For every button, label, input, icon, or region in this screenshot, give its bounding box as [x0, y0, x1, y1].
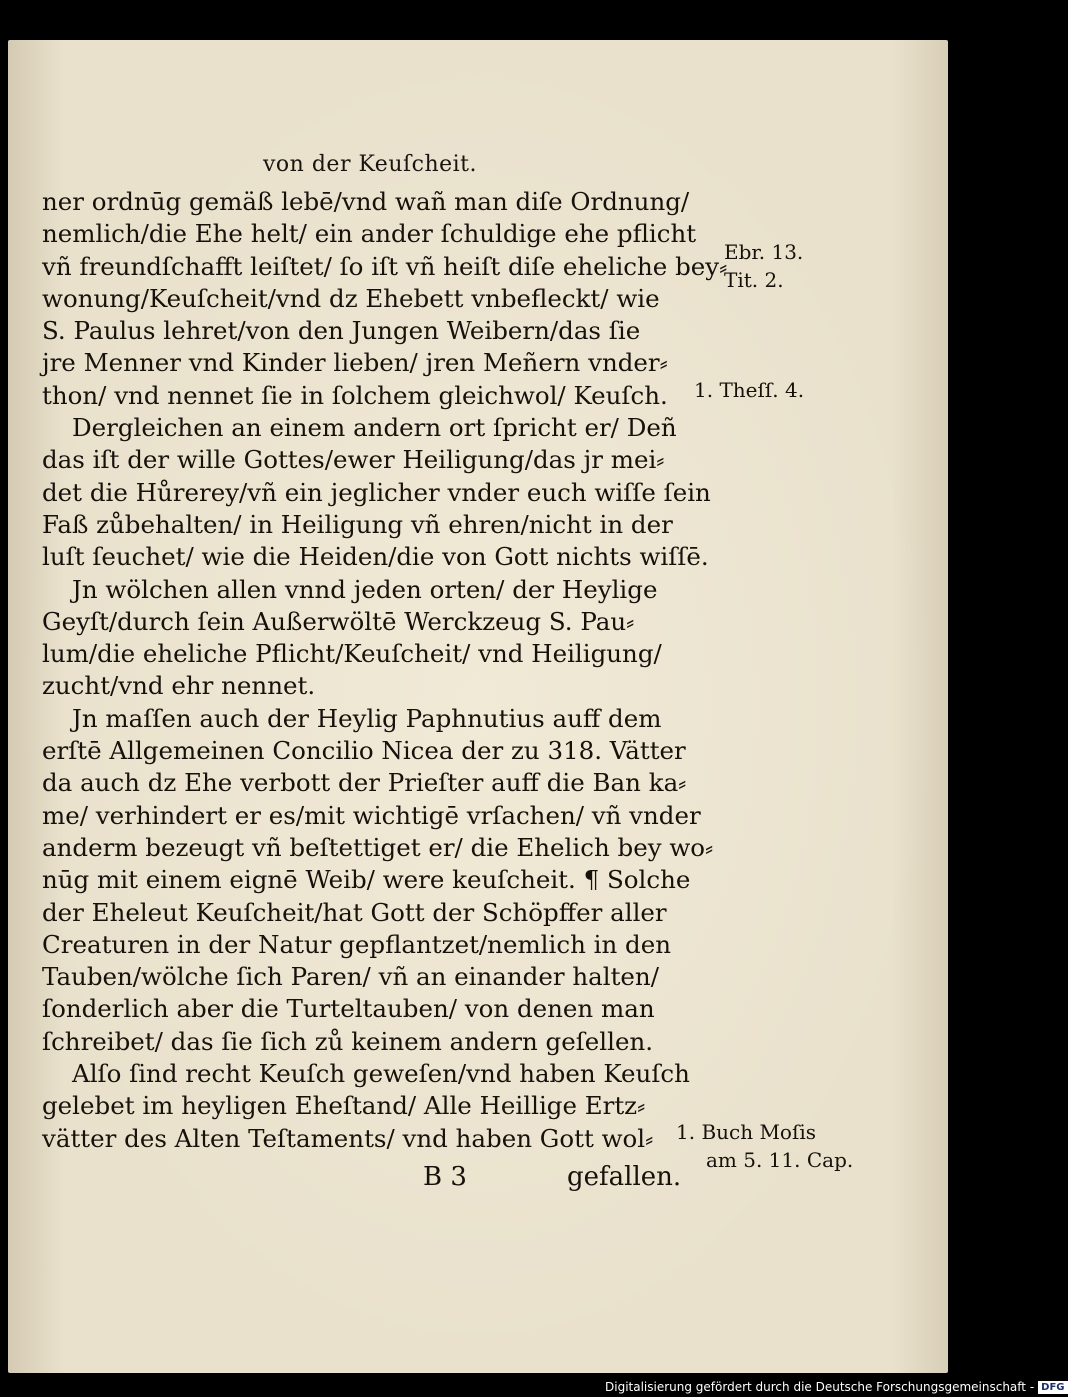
text-line: Dergleichen an einem andern ort ſpricht er/ Deñ: [72, 413, 677, 443]
text-line: erſtē Allgemeinen Concilio Nicea der zu 318. Vätter: [42, 736, 686, 766]
margin-note: am 5. 11. Cap.: [706, 1148, 854, 1172]
text-line: vñ freundſchafft leiſtet/ ſo iſt vñ heiſt diſe eheliche bey⸗: [42, 251, 728, 281]
text-line: lum/die eheliche Pflicht/Keuſcheit/ vnd Heiligung/: [42, 639, 662, 669]
margin-note: 1. Buch Moſis: [676, 1120, 817, 1144]
text-line: Geyſt/durch ſein Außerwöltē Werckzeug S. Pau⸗: [42, 606, 635, 636]
signature-mark: B 3: [423, 1162, 467, 1192]
margin-note: Tit. 2.: [724, 268, 784, 292]
running-head: von der Keuſcheit.: [263, 152, 478, 177]
text-line: gelebet im heyligen Eheſtand/ Alle Heillige Ertz⸗: [42, 1091, 646, 1121]
text-line: Creaturen in der Natur gepflantzet/nemlich in den: [42, 929, 671, 959]
body-text: [42, 186, 728, 1155]
text-line: das iſt der wille Gottes/ewer Heiligung/das jr mei⸗: [42, 445, 665, 475]
text-line: luſt ſeuchet/ wie die Heiden/die von Gott nichts wiſſē.: [42, 542, 709, 572]
margin-note: Ebr. 13.: [724, 240, 804, 264]
text-line: Alſo ſind recht Keuſch geweſen/vnd haben Keuſch: [72, 1059, 690, 1089]
text-line: der Eheleut Keuſcheit/hat Gott der Schöpffer aller: [42, 897, 667, 927]
book-page: [8, 40, 948, 1373]
text-line: Tauben/wölche ſich Paren/ vñ an einander halten/: [42, 962, 659, 992]
text-line: nūg mit einem eignē Weib/ were keuſcheit. ¶ Solche: [42, 865, 691, 895]
digitization-credit: [605, 1378, 1068, 1396]
text-line: ſchreibet/ das ſie ſich zů keinem andern geſellen.: [42, 1026, 654, 1056]
text-line: jre Menner vnd Kinder lieben/ jren Meñern vnder⸗: [42, 348, 668, 378]
dfg-logo: DFG: [1038, 1381, 1067, 1394]
catchword: gefallen.: [567, 1162, 682, 1192]
text-line: Jn wölchen allen vnnd jeden orten/ der Heylige: [72, 574, 658, 604]
text-line: S. Paulus lehret/von den Jungen Weibern/das ſie: [42, 316, 641, 346]
margin-note: 1. Theſſ. 4.: [694, 378, 805, 402]
text-line: ner ordnūg gemäß lebē/vnd wañ man diſe Ordnung/: [42, 187, 690, 216]
text-line: wonung/Keuſcheit/vnd dz Ehebett vnbefleckt/ wie: [42, 283, 660, 313]
text-line: det die Hůrerey/vñ ein jeglicher vnder euch wiſſe ſein: [42, 477, 711, 507]
text-line: ſonderlich aber die Turteltauben/ von denen man: [42, 994, 655, 1024]
text-line: thon/ vnd nennet ſie in ſolchem gleichwol/ Keuſch.: [42, 380, 668, 410]
text-line: nemlich/die Ehe helt/ ein ander ſchuldige ehe pflicht: [42, 219, 697, 249]
credit-text: Digitalisierung gefördert durch die Deutsche Forschungsgemeinschaft -: [605, 1380, 1035, 1394]
text-line: Jn maſſen auch der Heylig Paphnutius auff dem: [72, 703, 662, 733]
text-line: zucht/vnd ehr nennet.: [42, 671, 316, 701]
text-line: anderm bezeugt vñ beſtettiget er/ die Ehelich bey wo⸗: [42, 832, 714, 862]
text-line: da auch dz Ehe verbott der Prieſter auff die Ban ka⸗: [42, 768, 687, 798]
text-line: vätter des Alten Teſtaments/ vnd haben Gott wol⸗: [42, 1123, 654, 1153]
text-line: Faß zůbehalten/ in Heiligung vñ ehren/nicht in der: [42, 509, 673, 539]
text-line: me/ verhindert er es/mit wichtigē vrſachen/ vñ vnder: [42, 800, 701, 830]
